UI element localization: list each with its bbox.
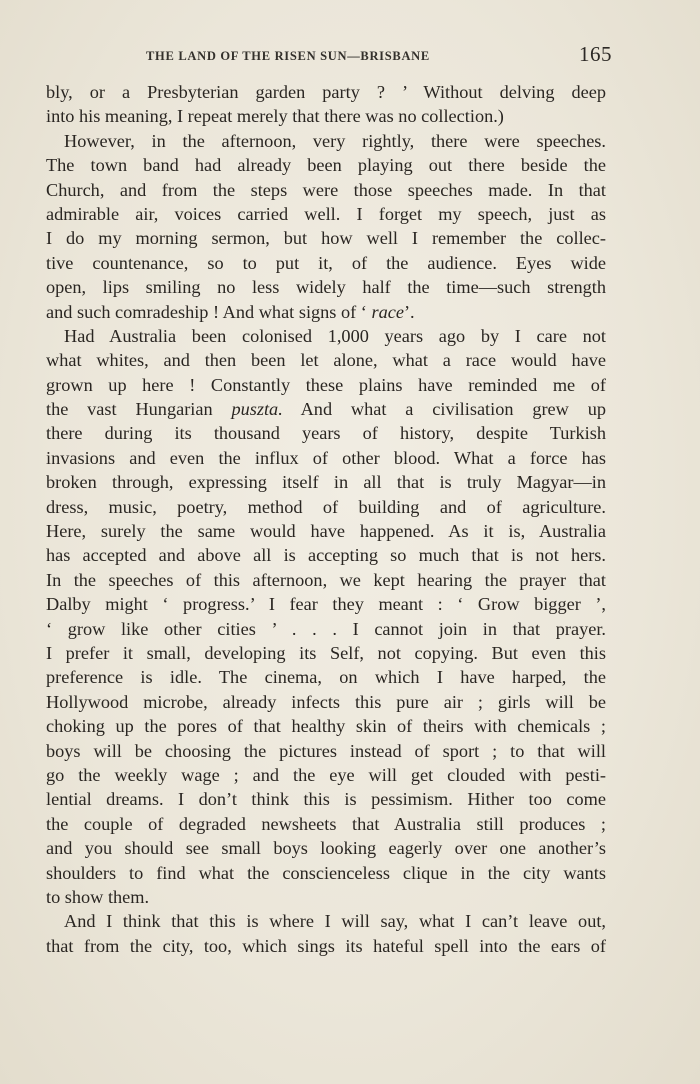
text-fragment: the vast Hungarian <box>46 399 232 420</box>
text-line <box>46 397 606 421</box>
text-line: preference is idle. The cinema, on which I have harped, the <box>46 667 606 688</box>
text-line: bly, or a Presbyterian garden party ? ’ Without delving deep <box>46 82 606 102</box>
body-text <box>46 80 606 958</box>
text-line: I prefer it small, developing its Self, not copying. But even this <box>46 642 606 663</box>
text-fragment: ’. <box>403 301 415 322</box>
italic-word-puszta: puszta. <box>231 399 283 420</box>
paragraph-1 <box>46 80 606 129</box>
italic-word-race: race <box>371 301 404 322</box>
text-line: admirable air, voices carried well. I forget my speech, just as <box>46 203 606 224</box>
text-line: there during its thousand years of history, despite Turkish <box>46 423 606 444</box>
text-line: Dalby might ‘ progress.’ I fear they meant : ‘ Grow bigger ’, <box>46 594 606 615</box>
text-line: what whites, and then been let alone, what a race would have <box>46 350 606 371</box>
text-line: Had Australia been colonised 1,000 years ago by I care not <box>64 325 606 346</box>
text-line: to show them. <box>46 886 150 907</box>
paragraph-2 <box>46 129 606 324</box>
text-line: into his meaning, I repeat merely that there was no collection.) <box>46 106 504 127</box>
page-number: 165 <box>579 42 612 66</box>
text-line: that from the city, too, which sings its hateful spell into the ears of <box>46 935 606 956</box>
text-line: The town band had already been playing out there beside the <box>46 155 606 176</box>
text-line: However, in the afternoon, very rightly, there were speeches. <box>64 130 606 151</box>
text-line: shoulders to find what the conscienceless clique in the city wants <box>46 862 606 883</box>
text-fragment: and such comradeship ! And what signs of ‘ <box>46 301 372 322</box>
text-line: And I think that this is where I will say, what I can’t leave out, <box>64 911 606 932</box>
text-line <box>46 300 606 324</box>
text-line: Church, and from the steps were those speeches made. In that <box>46 179 606 200</box>
text-line: tive countenance, so to put it, of the audience. Eyes wide <box>46 252 606 273</box>
text-line: ‘ grow like other cities ’ . . . I cannot join in that prayer. <box>46 618 606 639</box>
running-head <box>46 44 618 68</box>
text-line: open, lips smiling no less widely half the time—such strength <box>46 277 606 298</box>
text-line: Here, surely the same would have happened. As it is, Australia <box>46 521 606 542</box>
text-line: broken through, expressing itself in all that is truly Magyar—in <box>46 472 606 493</box>
text-line: invasions and even the influx of other blood. What a force has <box>46 447 606 468</box>
text-line: I do my morning sermon, but how well I remember the collec- <box>46 228 606 249</box>
text-fragment: And what a civilisation grew up <box>282 399 606 420</box>
text-line: grown up here ! Constantly these plains have reminded me of <box>46 374 606 395</box>
text-line: boys will be choosing the pictures instead of sport ; to that will <box>46 740 606 761</box>
chapter-header: THE LAND OF THE RISEN SUN—BRISBANE <box>146 49 430 63</box>
text-line: lential dreams. I don’t think this is pessimism. Hither too come <box>46 789 606 810</box>
text-line: In the speeches of this afternoon, we kept hearing the prayer that <box>46 569 606 590</box>
text-line: the couple of degraded newsheets that Australia still produces ; <box>46 813 606 834</box>
text-line: go the weekly wage ; and the eye will get clouded with pesti- <box>46 764 606 785</box>
text-line: has accepted and above all is accepting so much that is not hers. <box>46 545 606 566</box>
paragraph-4 <box>46 909 606 958</box>
text-line: dress, music, poetry, method of building and of agriculture. <box>46 496 606 517</box>
paragraph-3 <box>46 324 606 909</box>
text-line: choking up the pores of that healthy skin of theirs with chemicals ; <box>46 716 606 737</box>
text-line: Hollywood microbe, already infects this pure air ; girls will be <box>46 691 606 712</box>
text-line: and you should see small boys looking eagerly over one another’s <box>46 838 606 859</box>
